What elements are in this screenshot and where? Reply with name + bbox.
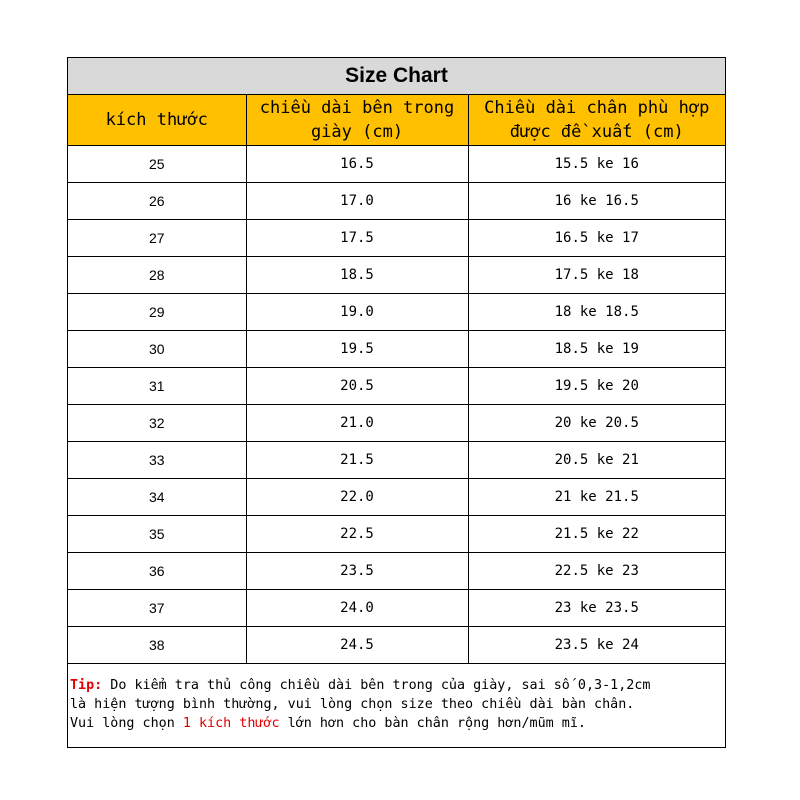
cell-size: 32	[68, 405, 246, 442]
cell-size: 31	[68, 368, 246, 405]
table-row	[68, 257, 725, 294]
cell-size: 29	[68, 294, 246, 331]
cell-foot-length: 16 ke 16.5	[468, 183, 725, 220]
table-row	[68, 442, 725, 479]
header-inner-length: chiều dài bên trong giày (cm)	[246, 95, 468, 146]
cell-foot-length: 18.5 ke 19	[468, 331, 725, 368]
cell-inner-length: 19.0	[246, 294, 468, 331]
cell-inner-length: 21.0	[246, 405, 468, 442]
cell-foot-length: 21 ke 21.5	[468, 479, 725, 516]
size-table	[68, 95, 725, 664]
table-row	[68, 627, 725, 664]
cell-size: 27	[68, 220, 246, 257]
cell-foot-length: 23.5 ke 24	[468, 627, 725, 664]
cell-foot-length: 18 ke 18.5	[468, 294, 725, 331]
table-row	[68, 146, 725, 183]
cell-inner-length: 22.0	[246, 479, 468, 516]
table-row	[68, 516, 725, 553]
tip-highlight: 1 kích thước	[182, 716, 280, 731]
cell-size: 35	[68, 516, 246, 553]
cell-size: 28	[68, 257, 246, 294]
chart-title: Size Chart	[68, 58, 725, 95]
cell-inner-length: 19.5	[246, 331, 468, 368]
table-row	[68, 368, 725, 405]
cell-foot-length: 21.5 ke 22	[468, 516, 725, 553]
cell-foot-length: 20.5 ke 21	[468, 442, 725, 479]
tip-line-2: là hiện tượng bình thường, vui lòng chọn size theo chiều dài bàn chân.	[70, 697, 635, 712]
cell-inner-length: 18.5	[246, 257, 468, 294]
header-size: kích thước	[68, 95, 246, 146]
size-chart	[67, 57, 726, 748]
cell-size: 33	[68, 442, 246, 479]
header-foot-length: Chiều dài chân phù hợp được đề xuất (cm)	[468, 95, 725, 146]
table-row	[68, 553, 725, 590]
cell-inner-length: 17.0	[246, 183, 468, 220]
cell-inner-length: 16.5	[246, 146, 468, 183]
cell-inner-length: 22.5	[246, 516, 468, 553]
tip-line-3-post: lớn hơn cho bàn chân rộng hơn/mũm mĩ.	[279, 716, 586, 731]
tip-note	[68, 664, 725, 747]
cell-foot-length: 15.5 ke 16	[468, 146, 725, 183]
table-row	[68, 405, 725, 442]
cell-inner-length: 24.0	[246, 590, 468, 627]
tip-line-3-pre: Vui lòng chọn	[70, 716, 183, 731]
cell-foot-length: 22.5 ke 23	[468, 553, 725, 590]
cell-size: 38	[68, 627, 246, 664]
cell-foot-length: 19.5 ke 20	[468, 368, 725, 405]
cell-size: 34	[68, 479, 246, 516]
cell-foot-length: 17.5 ke 18	[468, 257, 725, 294]
cell-inner-length: 21.5	[246, 442, 468, 479]
cell-inner-length: 24.5	[246, 627, 468, 664]
table-row	[68, 590, 725, 627]
cell-size: 25	[68, 146, 246, 183]
tip-line-1: Do kiểm tra thủ công chiều dài bên trong của giày, sai số 0,3-1,2cm	[102, 678, 651, 693]
cell-inner-length: 23.5	[246, 553, 468, 590]
tip-label: Tip:	[70, 678, 103, 693]
cell-inner-length: 17.5	[246, 220, 468, 257]
header-row	[68, 95, 725, 146]
table-row	[68, 183, 725, 220]
table-row	[68, 331, 725, 368]
table-row	[68, 479, 725, 516]
table-row	[68, 220, 725, 257]
cell-foot-length: 23 ke 23.5	[468, 590, 725, 627]
cell-foot-length: 16.5 ke 17	[468, 220, 725, 257]
cell-size: 36	[68, 553, 246, 590]
cell-size: 30	[68, 331, 246, 368]
table-row	[68, 294, 725, 331]
cell-size: 26	[68, 183, 246, 220]
cell-inner-length: 20.5	[246, 368, 468, 405]
cell-foot-length: 20 ke 20.5	[468, 405, 725, 442]
cell-size: 37	[68, 590, 246, 627]
